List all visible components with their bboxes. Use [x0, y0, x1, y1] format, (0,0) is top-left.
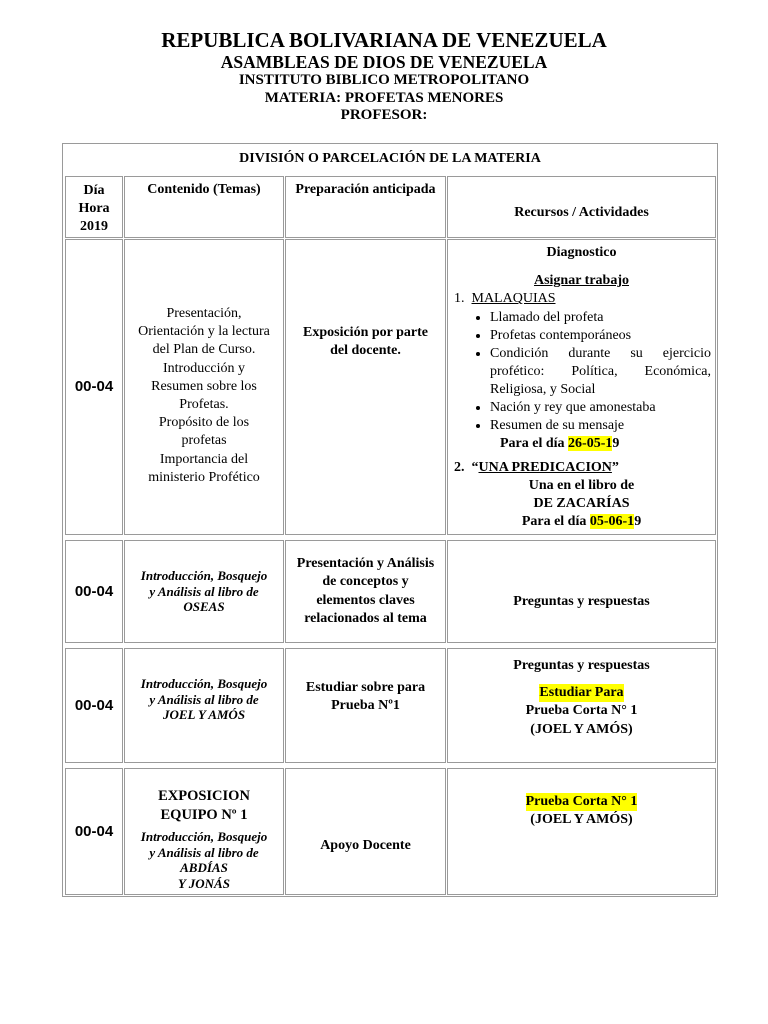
prueba-corta-highlight: Prueba Corta N° 1	[526, 793, 638, 811]
contenido-line: y Análisis al libro de	[149, 583, 259, 599]
table-row-1-contenido	[124, 239, 284, 535]
header-subject: MATERIA: PROFETAS MENORES	[264, 89, 504, 106]
header-professor: PROFESOR:	[340, 106, 428, 123]
contenido-line: Y JONÁS	[178, 876, 230, 892]
header-contenido-label: Contenido (Temas)	[147, 182, 261, 197]
list-item: • Nación y rey que amonestaba	[490, 399, 711, 417]
list-item: • Profetas contemporáneos	[490, 327, 711, 345]
due-date-1: Para el día 26-05-19	[500, 435, 620, 451]
contenido-line: Profetas.	[179, 397, 229, 412]
preparacion-text: Estudiar sobre para Prueba Nº1	[305, 680, 426, 714]
predicacion-line: Una en el libro de	[528, 477, 635, 493]
table-row-1-recursos	[447, 239, 716, 535]
predicacion-title: UNA PREDICACION	[478, 459, 612, 475]
equipo-title: EQUIPO Nº 1	[160, 806, 248, 823]
malaquias-title: MALAQUIAS	[471, 291, 556, 307]
table-row-2-preparacion	[285, 540, 446, 643]
malaquias-block	[448, 290, 715, 477]
highlighted-date: 05-06-1	[589, 514, 635, 530]
table-row-3-recursos	[447, 648, 716, 763]
recursos-line: Preguntas y respuestas	[513, 658, 650, 673]
header-preparacion-label: Preparación anticipada	[295, 182, 436, 197]
exposicion-title: EXPOSICION	[158, 788, 250, 804]
row-day: 00-04	[74, 822, 114, 840]
item-number: 1.	[454, 291, 465, 307]
document-header	[0, 28, 768, 124]
header-hora-label: Hora	[78, 201, 110, 217]
contenido-line: Resumen sobre los	[151, 378, 257, 394]
preparacion-text: Exposición por parte del docente.	[303, 324, 428, 358]
contenido-line: ministerio Profético	[148, 469, 260, 485]
contenido-line: Introducción, Bosquejo	[140, 567, 268, 583]
recursos-line: (JOEL Y AMÓS)	[530, 721, 633, 737]
header-contenido	[124, 176, 284, 238]
header-year-label: 2019	[80, 219, 108, 235]
table-row-4-contenido	[124, 768, 284, 895]
predicacion-book: DE ZACARÍAS	[533, 496, 630, 512]
list-item: • Llamado del profeta	[490, 309, 711, 327]
contenido-line: OSEAS	[183, 599, 225, 615]
preparacion-text: Presentación y Análisis de conceptos y elementos claves relacionados al tema	[296, 556, 435, 626]
table-row-1-preparacion	[285, 239, 446, 535]
contenido-line: Orientación y la lectura	[138, 324, 270, 340]
table-row-2-contenido	[124, 540, 284, 643]
header-dia-label: Día	[83, 183, 105, 198]
asignar-trabajo-label: Asignar trabajo	[533, 273, 630, 289]
table-row-3-day	[65, 648, 123, 763]
contenido-line: y Análisis al libro de	[149, 844, 259, 860]
diagnostico-label: Diagnostico	[546, 245, 617, 260]
estudiar-para-highlight: Estudiar Para	[539, 684, 623, 702]
header-dia	[65, 176, 123, 238]
list-item: • Condición durante su ejercicio profético: Política, Económica, Religiosa, y Social	[490, 345, 711, 399]
table-row-2-day	[65, 540, 123, 643]
contenido-line: del Plan de Curso.	[152, 342, 256, 358]
table-row-4-recursos	[447, 768, 716, 895]
contenido-line: ABDÍAS	[180, 860, 228, 876]
table-row-1-day	[65, 239, 123, 535]
recursos-line: (JOEL Y AMÓS)	[530, 812, 633, 828]
header-preparacion	[285, 176, 446, 238]
row-day: 00-04	[74, 696, 114, 714]
predicacion-item: 2. “UNA PREDICACION”	[454, 459, 619, 475]
header-recursos	[447, 176, 716, 238]
contenido-line: Importancia del	[159, 451, 249, 467]
table-row-4-day	[65, 768, 123, 895]
table-row-3-preparacion	[285, 648, 446, 763]
contenido-line: Introducción, Bosquejo	[140, 675, 268, 691]
highlighted-date: 26-05-1	[568, 435, 613, 451]
list-item: • Resumen de su mensaje	[490, 417, 711, 435]
recursos-line: Prueba Corta N° 1	[525, 703, 638, 719]
header-organization: ASAMBLEAS DE DIOS DE VENEZUELA	[220, 52, 548, 73]
table-row-4-preparacion	[285, 768, 446, 895]
contenido-line: Propósito de los	[158, 415, 250, 431]
header-institute: INSTITUTO BIBLICO METROPOLITANO	[238, 72, 530, 89]
row-day: 00-04	[74, 378, 114, 396]
contenido-line: Introducción, Bosquejo	[140, 828, 268, 844]
item-number: 2.	[454, 459, 465, 475]
table-title: DIVISIÓN O PARCELACIÓN DE LA MATERIA	[239, 151, 541, 166]
row-day: 00-04	[74, 582, 114, 600]
contenido-line: Introducción y	[162, 360, 246, 376]
malaquias-topics-list	[454, 309, 711, 435]
contenido-line: Presentación,	[166, 306, 242, 322]
table-row-2-recursos	[447, 540, 716, 643]
due-date-2: Para el día 05-06-19	[521, 514, 642, 530]
header-country: REPUBLICA BOLIVARIANA DE VENEZUELA	[161, 28, 607, 52]
table-row-3-contenido	[124, 648, 284, 763]
contenido-line: y Análisis al libro de	[149, 691, 259, 707]
recursos-text: Preguntas y respuestas	[513, 594, 650, 610]
contenido-line: JOEL Y AMÓS	[162, 707, 246, 723]
contenido-line: profetas	[181, 433, 227, 449]
preparacion-text: Apoyo Docente	[320, 838, 411, 854]
header-recursos-label: Recursos / Actividades	[514, 204, 649, 220]
